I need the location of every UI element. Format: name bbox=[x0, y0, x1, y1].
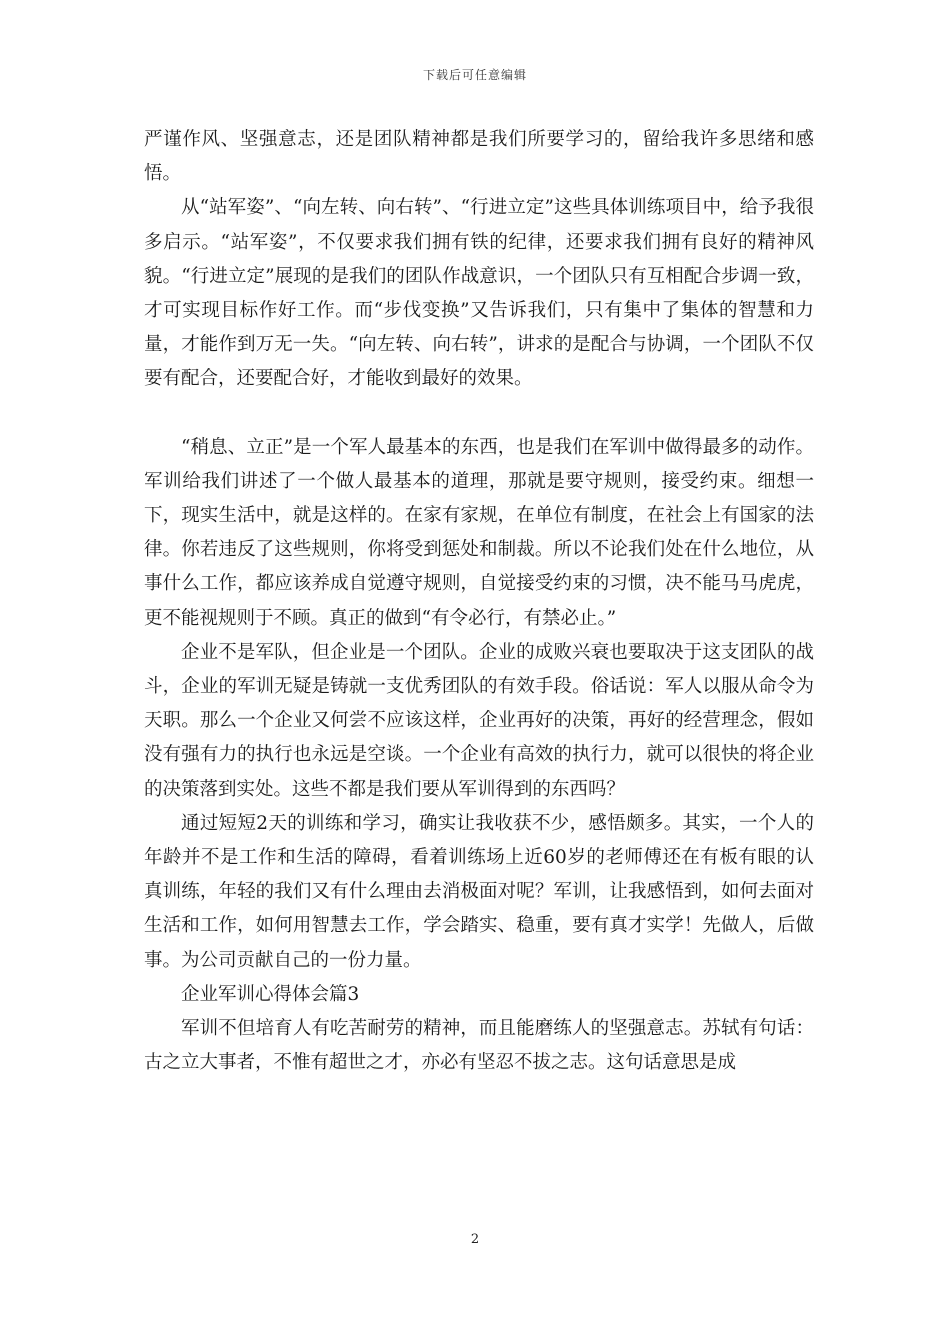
paragraph-perseverance: 军训不但培育人有吃苦耐劳的精神，而且能磨练人的坚强意志。苏轼有句话：古之立大事者，不惟有超世之才，亦必有坚忍不拔之志。这句话意思是成 bbox=[144, 1018, 814, 1074]
paragraph-reflection: 通过短短2天的训练和学习，确实让我收获不少，感悟颇多。其实，一个人的年龄并不是工作和生活的障碍，看着训练场上近60岁的老师傅还在有板有眼的认真训练，年轻的我们又有什么理由去消极面对呢？军训，让我感悟到，如何去面对生活和工作，如何用智慧去工作，学会踏实、稳重，要有真才实学！先做人，后做事。为公司贡献自己的一份力量。 bbox=[144, 812, 814, 971]
page-header: 下载后可任意编辑 bbox=[422, 68, 527, 82]
paragraph-rules: “稍息、立正”是一个军人最基本的东西，也是我们在军训中做得最多的动作。军训给我们讲述了一个做人最基本的道理，那就是要守规则，接受约束。细想一下，现实生活中，就是这样的。在家有家规，在单位有制度，在社会上有国家的法律。你若违反了这些规则，你将受到惩处和制裁。所以不论我们处在什么地位，从事什么工作，都应该养成自觉遵守规则，自觉接受约束的习惯，决不能马马虎虎，更不能视规则于不顾。真正的做到“有令必行，有禁必止。” bbox=[144, 436, 814, 629]
section-heading: 企业军训心得体会篇3 bbox=[181, 983, 360, 1005]
paragraph-spacer bbox=[144, 397, 814, 431]
document-body bbox=[144, 123, 814, 1080]
paragraph-enterprise-team: 企业不是军队，但企业是一个团队。企业的成败兴衰也要取决于这支团队的战斗，企业的军训无疑是铸就一支优秀团队的有效手段。俗话说：军人以服从命令为天职。那么一个企业又何尝不应该这样，企业再好的决策，再好的经营理念，假如没有强有力的执行也永远是空谈。一个企业有高效的执行力，就可以很快的将企业的决策落到实处。这些不都是我们要从军训得到的东西吗？ bbox=[144, 641, 814, 800]
paragraph-continuation: 严谨作风、坚强意志，还是团队精神都是我们所要学习的，留给我许多思绪和感悟。 bbox=[144, 129, 814, 185]
page-number: 2 bbox=[470, 1232, 480, 1247]
paragraph-training-items: 从“站军姿”、“向左转、向右转”、“行进立定”这些具体训练项目中，给予我很多启示。“站军姿”，不仅要求我们拥有铁的纪律，还要求我们拥有良好的精神风貌。“行进立定”展现的是我们的团队作战意识，一个团队只有互相配合步调一致，才可实现目标作好工作。而“步伐变换”又告诉我们，只有集中了集体的智慧和力量，才能作到万无一失。“向左转、向右转”，讲求的是配合与协调，一个团队不仅要有配合，还要配合好，才能收到最好的效果。 bbox=[144, 197, 814, 390]
